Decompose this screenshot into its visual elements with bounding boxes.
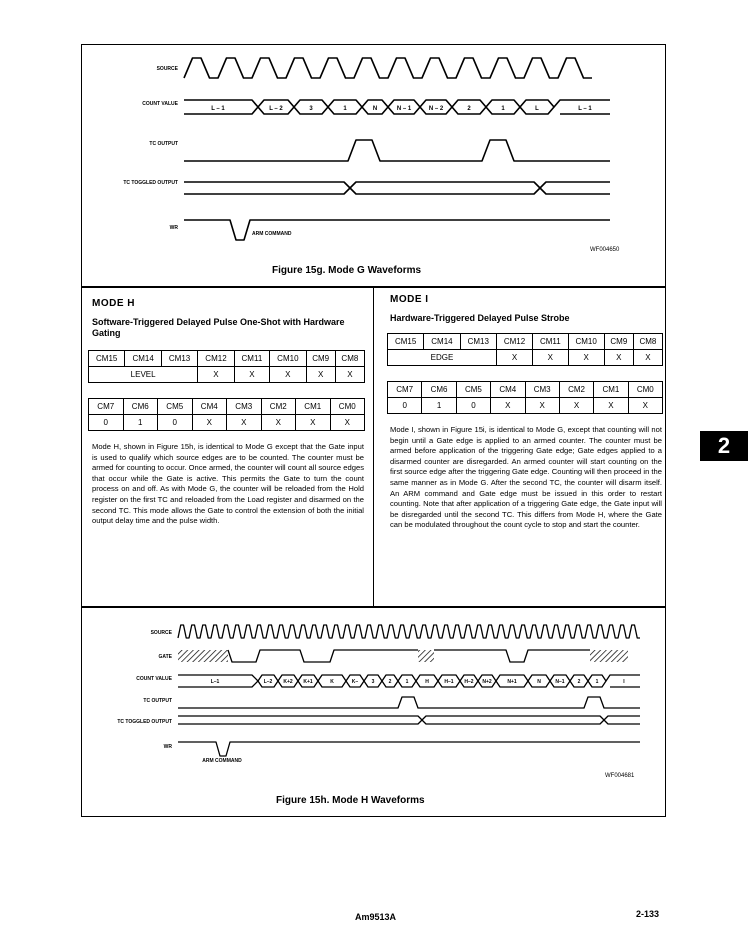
mode-i-title: MODE I <box>390 294 429 305</box>
signal-label-count-value: COUNT VALUE <box>142 101 178 107</box>
bit-header: CM8 <box>633 334 662 350</box>
page-number: 2-133 <box>636 909 660 919</box>
count-label: L – 2 <box>269 106 283 112</box>
bit-header: CM13 <box>460 334 496 350</box>
signal-label-gate: GATE <box>158 654 172 660</box>
count-label: N – 2 <box>428 106 444 112</box>
bit-header: CM4 <box>491 382 525 398</box>
signal-label-source: SOURCE <box>156 66 178 72</box>
bit-header: CM4 <box>192 399 227 415</box>
bit-value: X <box>261 415 296 431</box>
mode-i-register-table-high <box>387 333 663 366</box>
bit-value: X <box>594 398 628 414</box>
bit-header: CM8 <box>335 351 364 367</box>
count-label: 1 <box>343 106 347 112</box>
bit-value: X <box>227 415 262 431</box>
bit-header: CM7 <box>388 382 422 398</box>
bit-value: 1 <box>123 415 158 431</box>
bit-value: X <box>198 367 234 383</box>
arm-command-label: ARM COMMAND <box>202 758 242 764</box>
count-label: 2 <box>577 679 581 685</box>
bit-header: CM0 <box>628 382 662 398</box>
signal-label-wr: WR <box>169 225 178 231</box>
mode-h-description: Mode H, shown in Figure 15h, is identical to Mode G except that the Gate input is used to qualify which source edges are to be counted. The counter must be armed for counting to occur. Once armed, the counter will count all source edges that occur while the Gate is active. This permits the Gate to turn the count process on and off. As with Mode G, the counter will be reloaded from the Hold register on the first TC and reloaded from the Load register and disarmed on the second TC. This mode allows the Gate to control the extension of both the initial output delay time and the pulse width. <box>92 442 364 526</box>
count-label: 1 <box>595 679 599 685</box>
bit-header: CM9 <box>604 334 633 350</box>
mode-i-register-table-low <box>387 381 663 414</box>
bit-value: 0 <box>158 415 193 431</box>
count-label: 3 <box>309 106 313 112</box>
bit-value: X <box>335 367 364 383</box>
signal-label-tc-output: TC OUTPUT <box>143 698 172 704</box>
bit-header: CM9 <box>306 351 335 367</box>
count-label: L <box>535 106 539 112</box>
signal-label-tc-output: TC OUTPUT <box>149 141 178 147</box>
count-label: H <box>425 679 429 685</box>
count-label: 1 <box>405 679 409 685</box>
mode-i-description: Mode I, shown in Figure 15i, is identical to Mode G, except that counting will not begin until a Gate edge is applied to an armed counter. The counter must be armed before application of the triggering Gate edge; Gate edges applied to a disarmed counter are disregarded. An armed counter will start counting on the first source edge after the triggering Gate edge. Counting will then proceed in the same manner as in Mode G. After the second TC, the counter will disarm itself. An ARM command and Gate edge must be issued in this order to restart counting. Note that after application of a triggering Gate edge, the Gate input will be disregarded until the second TC. This differs from Mode H, where the Gate can be modulated throughout the count cycle to stop and start the counter. <box>390 425 662 530</box>
signal-label-source: SOURCE <box>150 630 172 636</box>
bit-value: X <box>559 398 593 414</box>
signal-label-wr: WR <box>163 744 172 750</box>
count-label: L – 1 <box>211 106 225 112</box>
figure-15g-waveform <box>0 0 748 300</box>
bit-value: X <box>234 367 269 383</box>
count-label: 2 <box>467 106 471 112</box>
count-label: K <box>330 679 334 685</box>
bit-header: CM12 <box>198 351 234 367</box>
bit-value: X <box>628 398 662 414</box>
count-label: K+2 <box>283 679 293 685</box>
mode-h-register-table-high <box>88 350 365 383</box>
bit-header: CM7 <box>89 399 124 415</box>
bit-value: X <box>491 398 525 414</box>
bit-value: 0 <box>388 398 422 414</box>
count-label: N <box>537 679 541 685</box>
count-label: K+1 <box>303 679 313 685</box>
bit-value: X <box>330 415 365 431</box>
figure-15h-waveform <box>0 600 748 780</box>
part-number: Am9513A <box>355 912 397 922</box>
count-label: N+1 <box>507 679 517 685</box>
bit-header: CM5 <box>158 399 193 415</box>
count-label: N – 1 <box>396 106 412 112</box>
bit-header: CM10 <box>568 334 604 350</box>
bit-header: CM13 <box>161 351 197 367</box>
bit-value: X <box>306 367 335 383</box>
bit-value: X <box>192 415 227 431</box>
count-label: N–1 <box>555 679 565 685</box>
bit-value: 0 <box>456 398 490 414</box>
bit-header: CM6 <box>123 399 158 415</box>
count-label: 1 <box>501 106 505 112</box>
bit-header: CM1 <box>296 399 331 415</box>
count-label: L–2 <box>263 679 273 685</box>
count-label: H–2 <box>464 679 474 685</box>
bit-value: X <box>525 398 559 414</box>
bit-header: CM15 <box>89 351 125 367</box>
bit-value: X <box>568 350 604 366</box>
count-label: N+2 <box>482 679 492 685</box>
bit-header: CM10 <box>270 351 306 367</box>
bit-value: X <box>496 350 532 366</box>
figure-caption: Figure 15h. Mode H Waveforms <box>276 795 425 806</box>
bit-value: 1 <box>422 398 456 414</box>
bit-value: X <box>270 367 306 383</box>
bit-header: CM6 <box>422 382 456 398</box>
section-tab: 2 <box>700 431 748 461</box>
count-label: 2 <box>388 679 392 685</box>
bit-header: CM0 <box>330 399 365 415</box>
bit-header: CM14 <box>424 334 460 350</box>
count-label: L–1 <box>210 679 220 685</box>
bit-header: CM3 <box>227 399 262 415</box>
bit-header: CM2 <box>261 399 296 415</box>
signal-label-tc-toggled: TC TOGGLED OUTPUT <box>123 180 178 186</box>
count-label: N <box>372 106 378 112</box>
bit-header: CM15 <box>388 334 424 350</box>
mode-h-title: MODE H <box>92 298 135 309</box>
bit-value: EDGE <box>388 350 497 366</box>
bit-header: CM3 <box>525 382 559 398</box>
mode-h-register-table-low <box>88 398 365 431</box>
signal-label-count-value: COUNT VALUE <box>136 676 172 682</box>
bit-value: X <box>533 350 568 366</box>
count-label: I <box>623 679 625 685</box>
count-label: K– <box>351 679 359 685</box>
bit-value: X <box>633 350 662 366</box>
bit-header: CM1 <box>594 382 628 398</box>
mode-h-subtitle: Software-Triggered Delayed Pulse One-Shot with Hardware Gating <box>92 317 345 338</box>
count-label: 3 <box>371 679 375 685</box>
bit-header: CM12 <box>496 334 532 350</box>
mode-i-subtitle: Hardware-Triggered Delayed Pulse Strobe <box>390 313 570 323</box>
column-divider <box>373 286 374 606</box>
bit-header: CM2 <box>559 382 593 398</box>
bit-value: X <box>296 415 331 431</box>
count-label: H–1 <box>444 679 454 685</box>
bit-header: CM5 <box>456 382 490 398</box>
bit-header: CM14 <box>125 351 161 367</box>
bit-value: 0 <box>89 415 124 431</box>
count-label: L – 1 <box>578 106 592 112</box>
signal-label-tc-toggled: TC TOGGLED OUTPUT <box>117 719 172 725</box>
bit-value: LEVEL <box>89 367 198 383</box>
figure-id: WF004650 <box>590 247 620 253</box>
bit-header: CM11 <box>533 334 568 350</box>
figure-caption: Figure 15g. Mode G Waveforms <box>272 265 422 276</box>
bit-value: X <box>604 350 633 366</box>
arm-command-label: ARM COMMAND <box>252 231 292 237</box>
figure-id: WF004681 <box>605 773 635 779</box>
bit-header: CM11 <box>234 351 269 367</box>
